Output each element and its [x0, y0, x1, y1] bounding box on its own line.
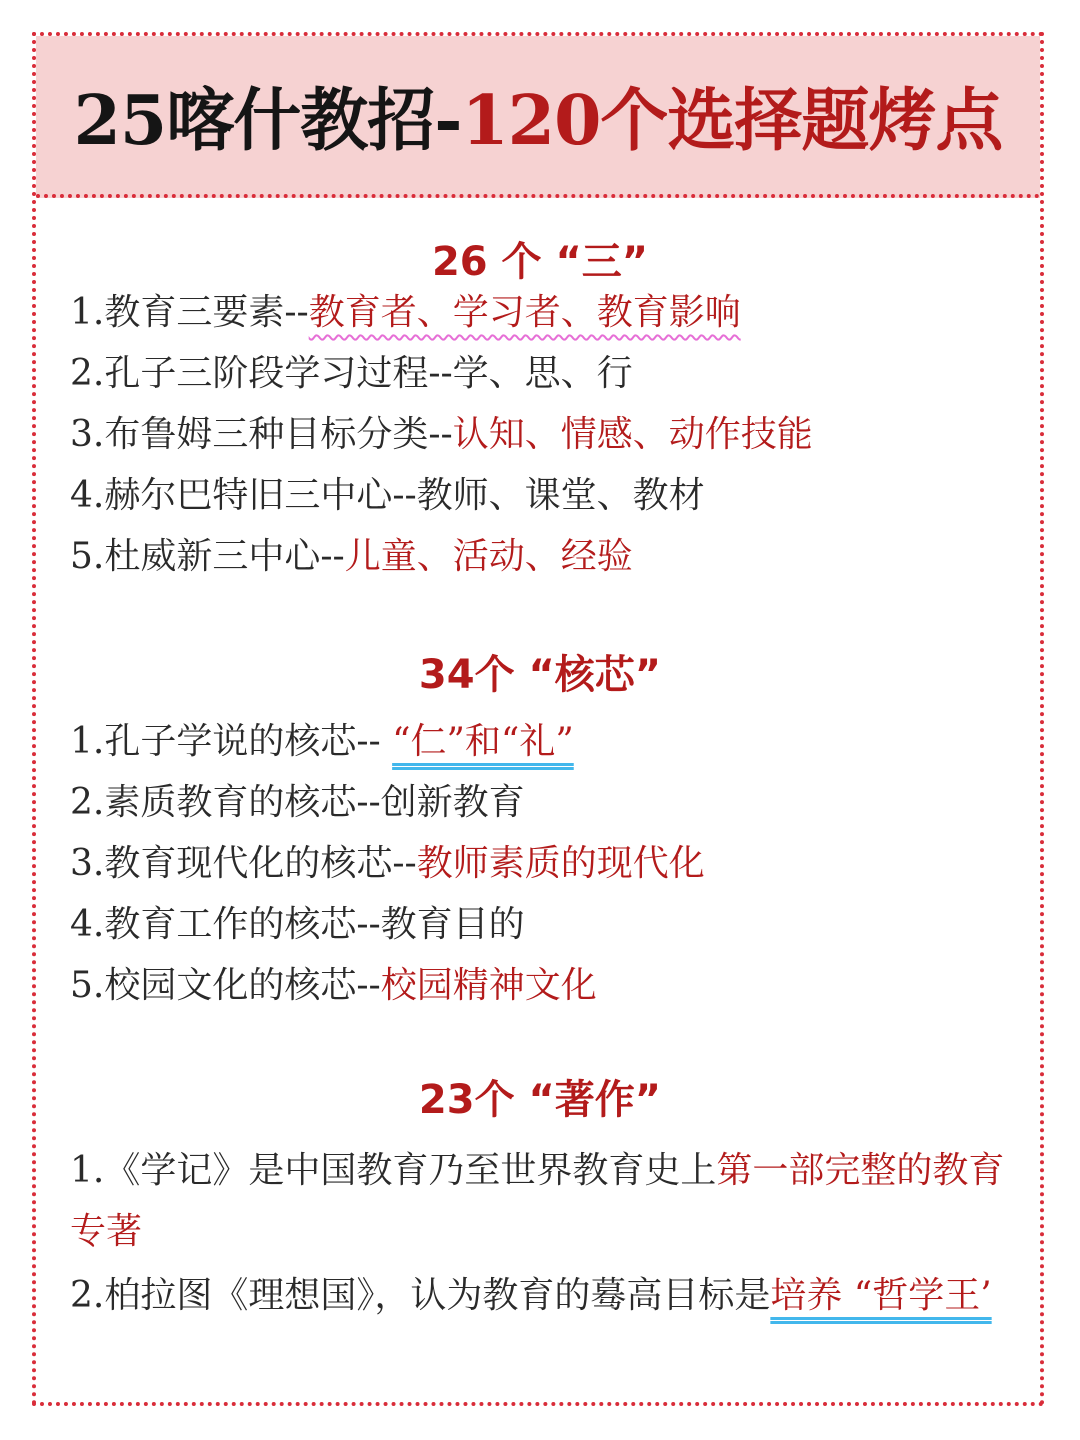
- item-prefix: 2.孔子三阶段学习过程--学、思、行: [70, 353, 633, 394]
- list-item: [70, 956, 1020, 1016]
- item-prefix: 5.校园文化的核芯--: [70, 965, 381, 1006]
- item-answer: 教师素质的现代化: [416, 843, 705, 884]
- item-prefix: 4.赫尔巴特旧三中心--教师、课堂、教材: [70, 475, 705, 516]
- item-answer-highlight: “仁”和“礼”: [392, 721, 574, 762]
- section-title-zhuzuo: 23个 “著作”: [418, 1077, 662, 1123]
- item-answer-highlight: 培养 “哲学王’: [770, 1275, 992, 1316]
- item-prefix: 1.《学记》是中国教育乃至世界教育史上: [70, 1150, 717, 1191]
- item-answer: 校园精神文化: [380, 965, 597, 1006]
- section-title-san: 26 个 “三”: [431, 239, 649, 285]
- list-item: [70, 1265, 1020, 1326]
- item-prefix: 4.教育工作的核芯--教育目的: [70, 904, 525, 945]
- item-answer: 儿童、活动、经验: [344, 536, 633, 577]
- item-answer: 第一部完整的教育专著: [70, 1150, 1005, 1252]
- list-item: [70, 712, 1020, 772]
- item-answer: 认知、情感、动作技能: [452, 414, 813, 455]
- list-item: [70, 283, 1020, 343]
- item-prefix: 1.教育三要素--: [70, 292, 309, 333]
- list-item: [70, 344, 1020, 404]
- item-prefix: 2.素质教育的核芯--创新教育: [70, 782, 525, 823]
- list-item: [70, 773, 1020, 833]
- item-prefix: 1.孔子学说的核芯--: [70, 721, 393, 762]
- title-banner: [36, 36, 1040, 198]
- item-prefix: 3.教育现代化的核芯--: [70, 843, 417, 884]
- item-prefix: 5.杜威新三中心--: [70, 536, 345, 577]
- item-prefix: 2.柏拉图《理想国》，认为教育的蓦高目标是: [70, 1275, 771, 1316]
- title-part-black: 25喀什教招-: [73, 80, 462, 161]
- list-item: [70, 527, 1020, 587]
- item-answer-highlight: 教育者、学习者、教育影响: [308, 292, 741, 333]
- item-prefix: 3.布鲁姆三种目标分类--: [70, 414, 453, 455]
- list-item: [70, 834, 1020, 894]
- list-item: [70, 895, 1020, 955]
- title-part-red: 120个选择题烤点: [461, 80, 1003, 161]
- section-title-hexin: 34个 “核芯”: [418, 652, 662, 698]
- list-item: [70, 1140, 1020, 1262]
- list-item: [70, 466, 1020, 526]
- list-item: [70, 405, 1020, 465]
